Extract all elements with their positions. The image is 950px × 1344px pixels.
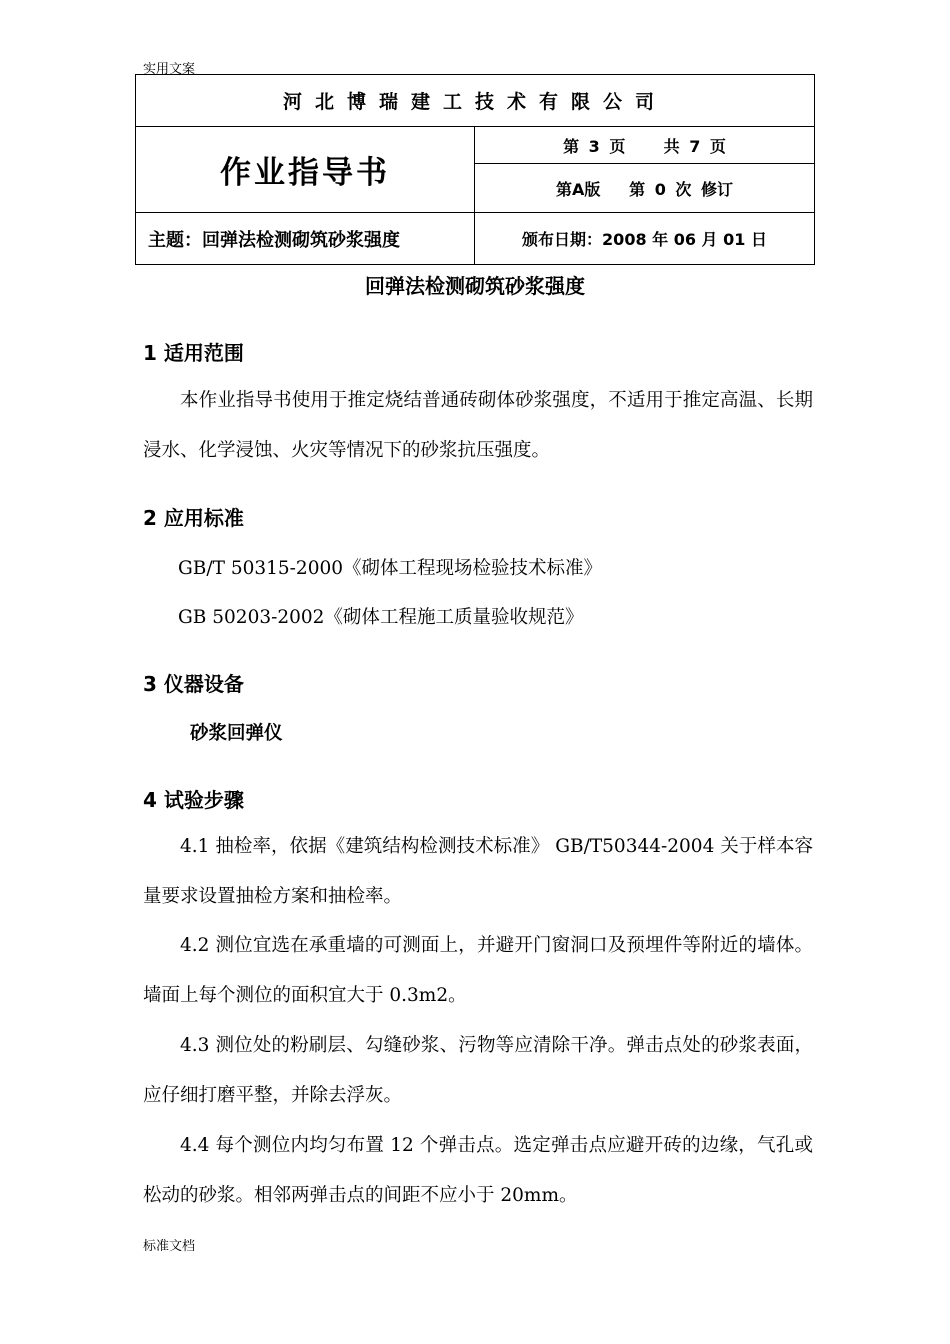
section-4-heading: 4 试验步骤 <box>143 788 244 812</box>
step-4-3: 4.3 测位处的粉刷层、勾缝砂浆、污物等应清除干净。弹击点处的砂浆表面，应仔细打磨平整，并除去浮灰。 <box>143 1035 813 1106</box>
subject: 主题：回弹法检测砌筑砂浆强度 <box>136 213 475 265</box>
section-3-heading: 3 仪器设备 <box>143 672 244 696</box>
step-4-2: 4.2 测位宜选在承重墙的可测面上，并避开门窗洞口及预埋件等附近的墙体。墙面上每个测位的面积宜大于 0.3m2。 <box>143 935 813 1006</box>
section-2-heading: 2 应用标准 <box>143 506 244 530</box>
version-info: 第A版 第 0 次 修订 <box>475 164 815 213</box>
step-4-1: 4.1 抽检率，依据《建筑结构检测技术标准》 GB/T50344-2004 关于样本容量要求设置抽检方案和抽检率。 <box>143 836 813 907</box>
section-1-heading: 1 适用范围 <box>143 341 244 365</box>
page-title: 回弹法检测砌筑砂浆强度 <box>365 274 585 298</box>
company-name: 河北博瑞建工技术有限公司 <box>136 75 815 127</box>
standard-1: GB/T 50315-2000《砌体工程现场检验技术标准》 <box>178 558 603 579</box>
document-header-table <box>135 74 815 265</box>
document-type-title: 作业指导书 <box>136 127 475 213</box>
publish-date: 颁布日期：2008 年 06 月 01 日 <box>475 213 815 265</box>
footer-label: 标准文档 <box>143 1239 196 1254</box>
step-4-4: 4.4 每个测位内均匀布置 12 个弹击点。选定弹击点应避开砖的边缘，气孔或松动的砂浆。相邻两弹击点的间距不应小于 20mm。 <box>143 1135 813 1206</box>
header-label: 实用文案 <box>143 62 196 77</box>
page-info: 第 3 页 共 7 页 <box>475 127 815 164</box>
standard-2: GB 50203-2002《砌体工程施工质量验收规范》 <box>178 607 584 628</box>
section-1-body: 本作业指导书使用于推定烧结普通砖砌体砂浆强度，不适用于推定高温、长期浸水、化学浸蚀、火灾等情况下的砂浆抗压强度。 <box>143 390 813 461</box>
equipment-item: 砂浆回弹仪 <box>190 723 283 744</box>
